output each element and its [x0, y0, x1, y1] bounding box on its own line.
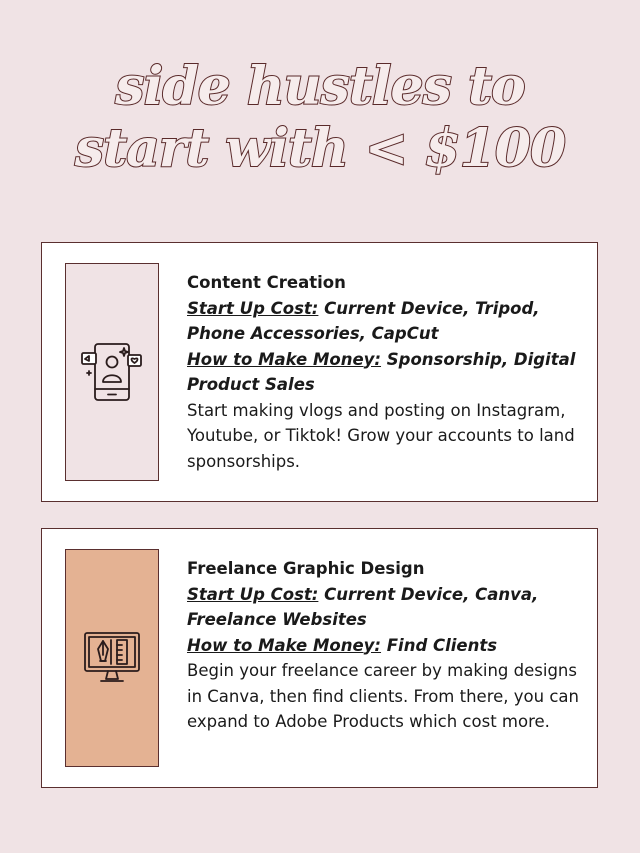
make-money-line	[187, 347, 587, 398]
icon-panel	[65, 263, 159, 481]
startup-cost-value: Current Device, Canva, Freelance Websites	[187, 584, 539, 629]
side-hustle-card-graphic-design	[41, 528, 598, 788]
make-money-value: Find Clients	[381, 635, 498, 655]
card-description: Start making vlogs and posting on Instagram, Youtube, or Tiktok! Grow your accounts to land sponsorships.	[187, 400, 575, 471]
card-heading: Content Creation	[187, 273, 346, 292]
icon-panel	[65, 549, 159, 767]
card-description: Begin your freelance career by making designs in Canva, then find clients. From there, you can expand to Adobe Products which cost more.	[187, 661, 579, 731]
title-line-2: start with < $100	[74, 118, 566, 179]
startup-cost-line	[187, 296, 587, 347]
make-money-value: Sponsorship, Digital Product Sales	[187, 349, 576, 394]
graphic-design-monitor-icon	[79, 625, 145, 691]
startup-cost-label: Start Up Cost:	[187, 584, 319, 604]
card-text	[187, 270, 587, 474]
make-money-line	[187, 633, 587, 659]
page-title	[0, 56, 640, 180]
title-line-1: side hustles to	[115, 56, 525, 117]
make-money-label: How to Make Money:	[187, 635, 382, 655]
startup-cost-value: Current Device, Tripod, Phone Accessories, CapCut	[187, 298, 540, 343]
content-creator-phone-icon	[79, 339, 145, 405]
side-hustle-card-content-creation	[41, 242, 598, 502]
make-money-label: How to Make Money:	[187, 349, 382, 369]
card-heading: Freelance Graphic Design	[187, 559, 425, 578]
startup-cost-line	[187, 582, 587, 633]
card-text	[187, 556, 587, 735]
startup-cost-label: Start Up Cost:	[187, 298, 319, 318]
